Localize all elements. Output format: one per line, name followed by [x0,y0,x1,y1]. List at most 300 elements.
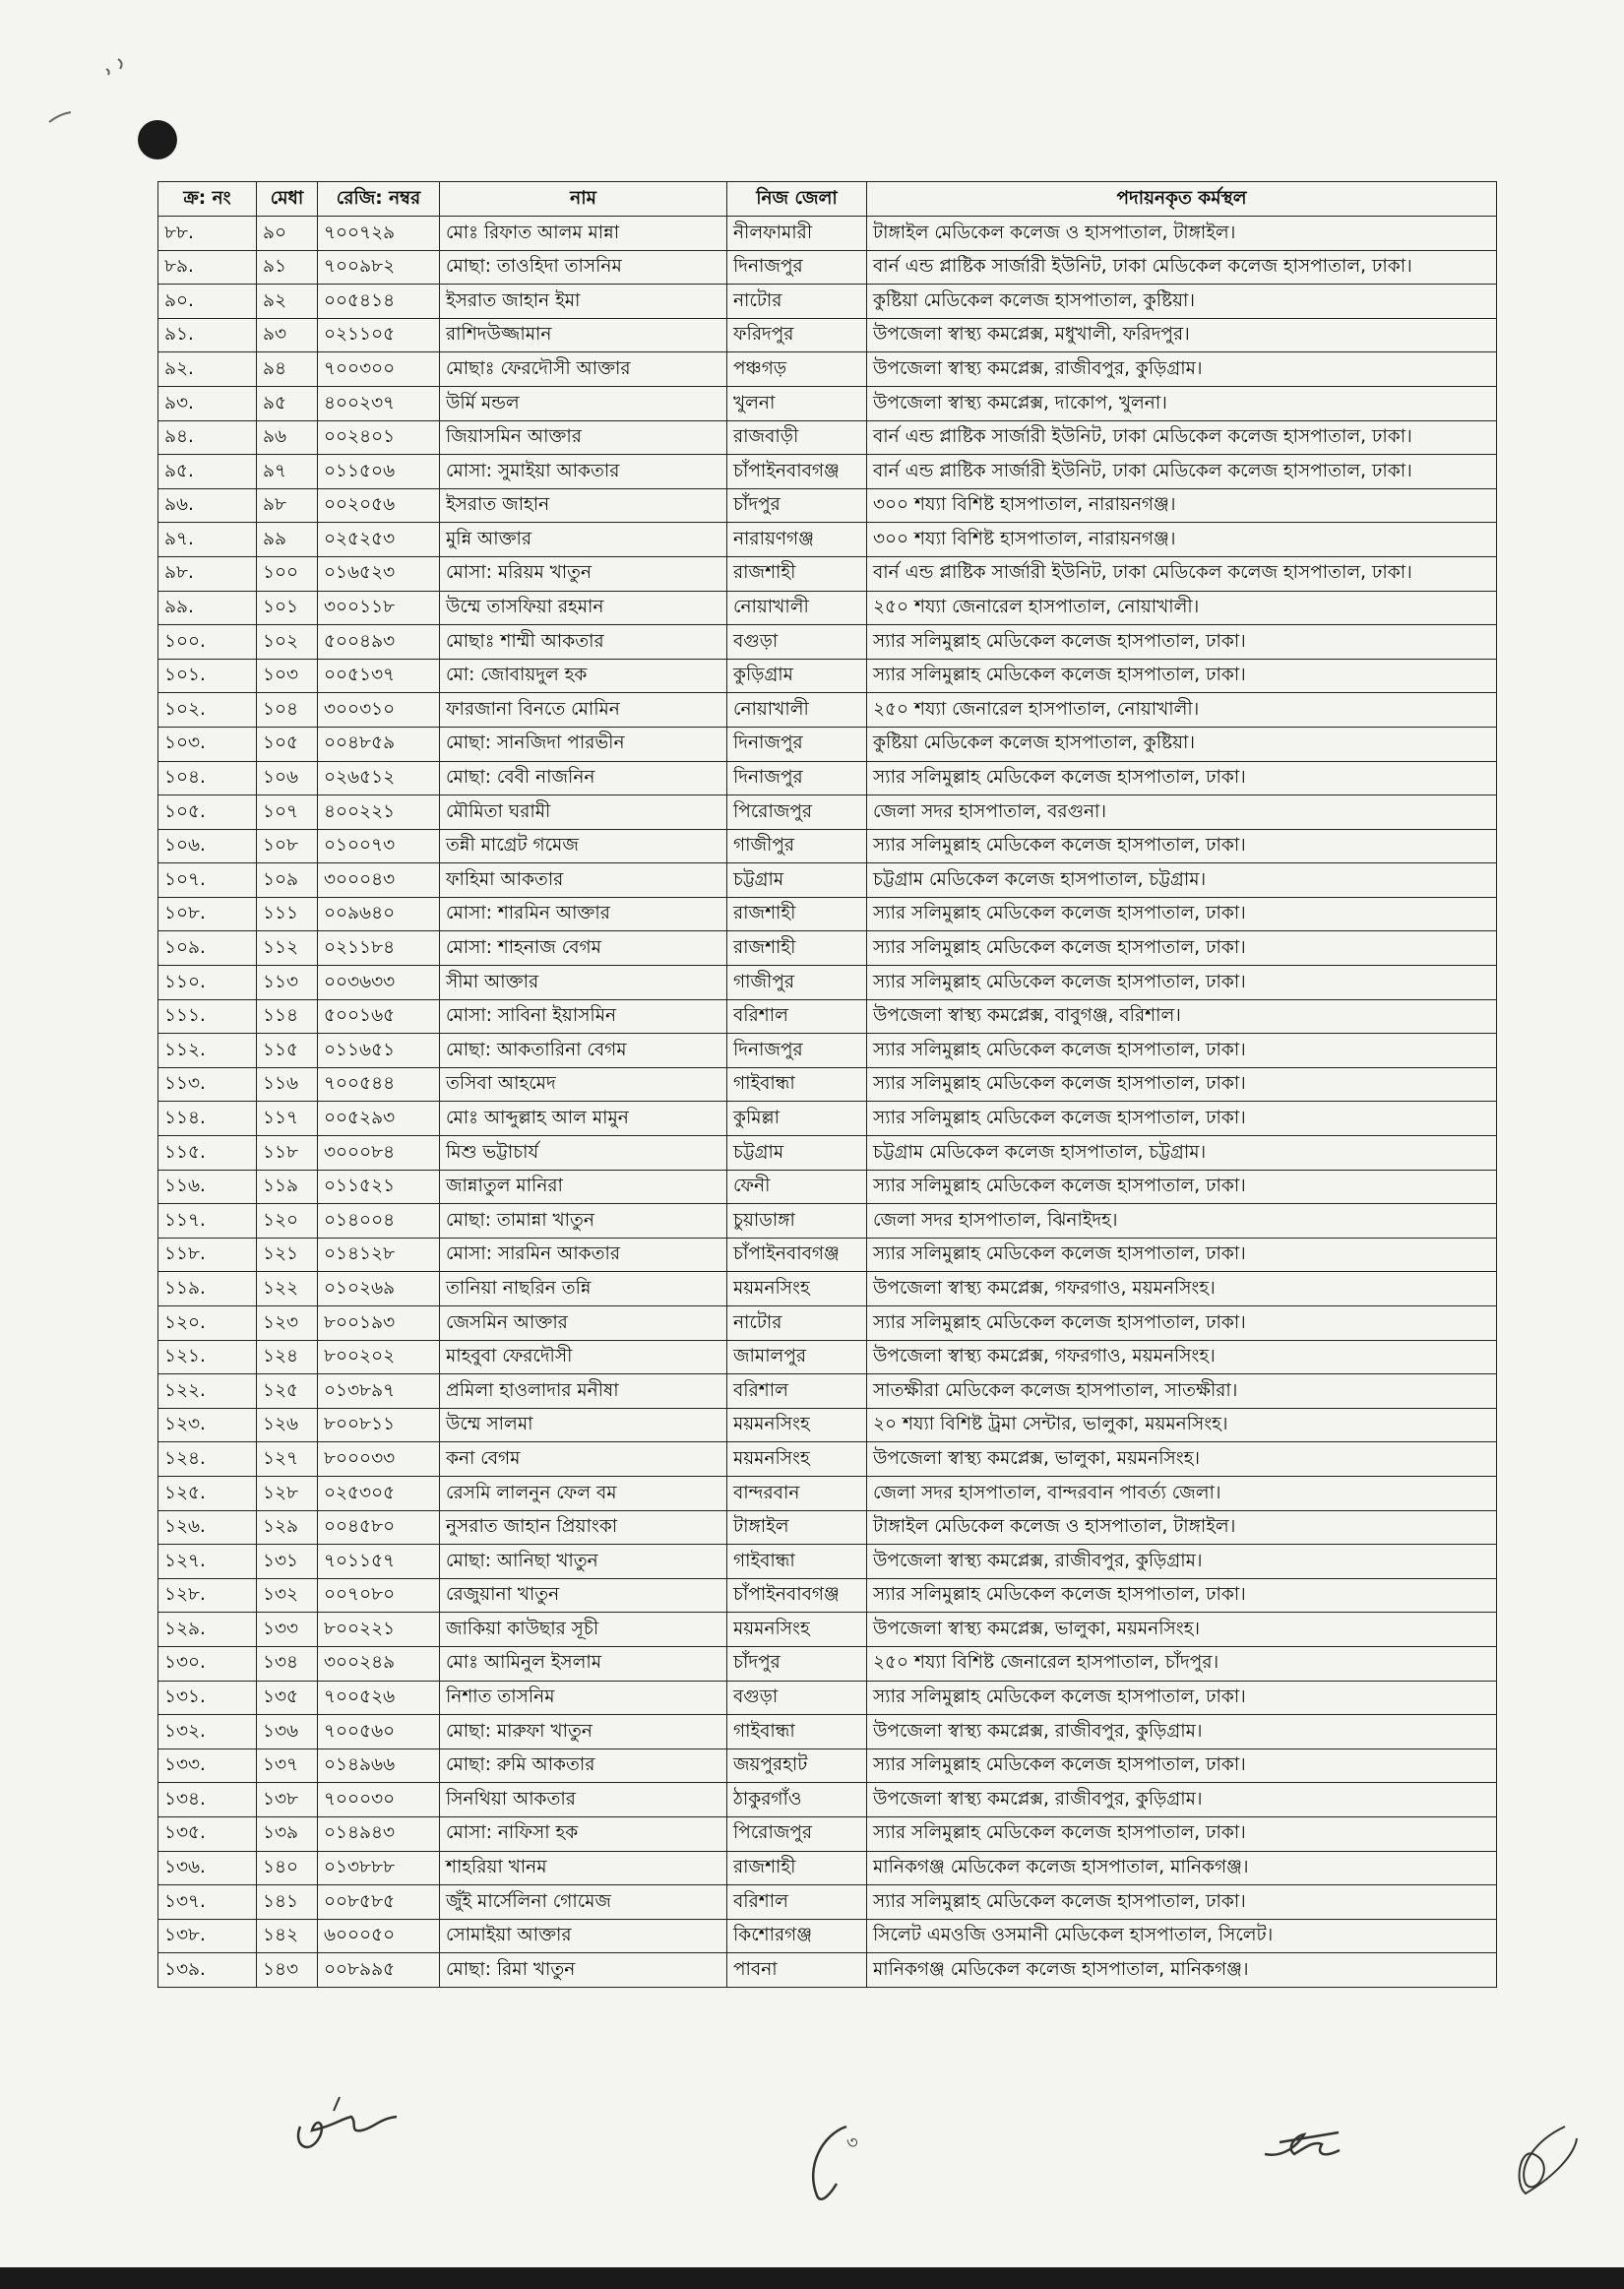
merit-cell: ১২৬ [257,1408,318,1442]
merit-cell: ৯৫ [257,386,318,420]
name-cell: উর্মি মন্ডল [440,386,727,420]
serial-cell: ১০৩. [158,727,257,761]
home-district-cell: রাজশাহী [727,931,867,966]
name-cell: ইসরাত জাহান ইমা [440,285,727,319]
home-district-cell: চুয়াডাঙ্গা [727,1204,867,1239]
table-row [158,1238,1497,1272]
posted-workplace-cell: ২৫০ শয্যা জেনারেল হাসপাতাল, নোয়াখালী। [867,591,1497,625]
name-cell: মোসা: সারমিন আকতার [440,1238,727,1272]
merit-cell: ১০১ [257,591,318,625]
posted-workplace-cell: স্যার সলিমুল্লাহ মেডিকেল কলেজ হাসপাতাল, ঢাকা। [867,1034,1497,1068]
table-row [158,1204,1497,1239]
posted-workplace-cell: উপজেলা স্বাস্থ্য কমপ্লেক্স, ভালুকা, ময়মনসিংহ। [867,1613,1497,1647]
name-cell: মোঃ রিফাত আলম মান্না [440,217,727,251]
reg-number-cell: ৮০০২২১ [318,1613,440,1647]
posted-workplace-cell: স্যার সলিমুল্লাহ মেডিকেল কলেজ হাসপাতাল, ঢাকা। [867,659,1497,693]
name-cell: মোছা: আনিছা খাতুন [440,1545,727,1579]
reg-number-cell: ৭০০৫৪৪ [318,1067,440,1102]
home-district-cell: চাঁদপুর [727,488,867,523]
merit-cell: ১২৭ [257,1442,318,1477]
serial-cell: ৯৩. [158,386,257,420]
table-row [158,1340,1497,1374]
name-cell: মোছাঃ শাম্মী আকতার [440,625,727,660]
reg-number-cell: ০০৯৬৪০ [318,897,440,931]
home-district-cell: পিরোজপুর [727,1816,867,1851]
posted-workplace-cell: স্যার সলিমুল্লাহ মেডিকেল কলেজ হাসপাতাল, ঢাকা। [867,1885,1497,1920]
home-district-cell: বান্দরবান [727,1476,867,1510]
serial-cell: ১২১. [158,1340,257,1374]
page-number: ৩ [846,2132,858,2153]
merit-cell: ১৩৩ [257,1613,318,1647]
posted-workplace-cell: স্যার সলিমুল্লাহ মেডিকেল কলেজ হাসপাতাল, ঢাকা। [867,1102,1497,1136]
posted-workplace-cell: স্যার সলিমুল্লাহ মেডিকেল কলেজ হাসপাতাল, ঢাকা। [867,1749,1497,1783]
table-row [158,1851,1497,1885]
merit-cell: ১২৫ [257,1374,318,1409]
header-reg-number: রেজি: নম্বর [318,182,440,217]
home-district-cell: খুলনা [727,386,867,420]
table-row [158,1545,1497,1579]
reg-number-cell: ০০৫২৯৩ [318,1102,440,1136]
home-district-cell: রাজশাহী [727,897,867,931]
reg-number-cell: ৭০০৫৬০ [318,1715,440,1749]
table-row [158,285,1497,319]
reg-number-cell: ৩০০২৪৯ [318,1646,440,1681]
merit-cell: ১১৩ [257,966,318,1000]
name-cell: সীমা আক্তার [440,966,727,1000]
serial-cell: ১২৬. [158,1510,257,1545]
posted-workplace-cell: উপজেলা স্বাস্থ্য কমপ্লেক্স, ভালুকা, ময়মনসিংহ। [867,1442,1497,1477]
table-header-row [158,182,1497,217]
merit-cell: ১৩৮ [257,1783,318,1817]
home-district-cell: ময়মনসিংহ [727,1442,867,1477]
table-row [158,999,1497,1034]
serial-cell: ১০০. [158,625,257,660]
merit-cell: ১০৩ [257,659,318,693]
posted-workplace-cell: স্যার সলিমুল্লাহ মেডিকেল কলেজ হাসপাতাল, ঢাকা। [867,1578,1497,1613]
posted-workplace-cell: স্যার সলিমুল্লাহ মেডিকেল কলেজ হাসপাতাল, ঢাকা। [867,966,1497,1000]
posted-workplace-cell: টাঙ্গাইল মেডিকেল কলেজ ও হাসপাতাল, টাঙ্গাইল। [867,217,1497,251]
merit-cell: ১১৭ [257,1102,318,1136]
table-row [158,1476,1497,1510]
home-district-cell: গাইবান্ধা [727,1067,867,1102]
merit-cell: ১১৪ [257,999,318,1034]
serial-cell: ১৩৬. [158,1851,257,1885]
table-row [158,217,1497,251]
merit-cell: ১১৫ [257,1034,318,1068]
posted-workplace-cell: বার্ন এন্ড প্লাষ্টিক সার্জারী ইউনিট, ঢাকা মেডিকেল কলেজ হাসপাতাল, ঢাকা। [867,420,1497,455]
reg-number-cell: ০০৮৯৯৫ [318,1953,440,1988]
name-cell: রেসমি লালনুন ফেল বম [440,1476,727,1510]
table-row [158,966,1497,1000]
serial-cell: ১৩১. [158,1681,257,1715]
reg-number-cell: ৩০০৩১০ [318,693,440,728]
home-district-cell: চাঁদপুর [727,1646,867,1681]
header-home-district: নিজ জেলা [727,182,867,217]
posted-workplace-cell: স্যার সলিমুল্লাহ মেডিকেল কলেজ হাসপাতাল, ঢাকা। [867,931,1497,966]
merit-cell: ১০৯ [257,863,318,898]
posted-workplace-cell: ২০ শয্যা বিশিষ্ট ট্রমা সেন্টার, ভালুকা, ময়মনসিংহ। [867,1408,1497,1442]
home-district-cell: চাঁপাইনবাবগঞ্জ [727,1578,867,1613]
name-cell: জেসমিন আক্তার [440,1306,727,1341]
home-district-cell: ময়মনসিংহ [727,1613,867,1647]
serial-cell: ১২৯. [158,1613,257,1647]
merit-cell: ১২৩ [257,1306,318,1341]
home-district-cell: বগুড়া [727,1681,867,1715]
merit-cell: ১১২ [257,931,318,966]
reg-number-cell: ০০৫৪১৪ [318,285,440,319]
table-row [158,1374,1497,1409]
serial-cell: ১১৮. [158,1238,257,1272]
posted-workplace-cell: স্যার সলিমুল্লাহ মেডিকেল কলেজ হাসপাতাল, ঢাকা। [867,897,1497,931]
footer-signatures [0,2067,1624,2245]
table-row [158,1681,1497,1715]
table-row [158,659,1497,693]
posted-workplace-cell: মানিকগঞ্জ মেডিকেল কলেজ হাসপাতাল, মানিকগঞ্জ। [867,1851,1497,1885]
posted-workplace-cell: চট্টগ্রাম মেডিকেল কলেজ হাসপাতাল, চট্টগ্রাম। [867,863,1497,898]
reg-number-cell: ০০৩৬৩৩ [318,966,440,1000]
name-cell: জান্নাতুল মানিরা [440,1170,727,1204]
reg-number-cell: ০০৫১৩৭ [318,659,440,693]
reg-number-cell: ০১৪৯৬৬ [318,1749,440,1783]
reg-number-cell: ৭০০৯৮২ [318,250,440,285]
serial-cell: ১৩৪. [158,1783,257,1817]
name-cell: প্রমিলা হাওলাদার মনীষা [440,1374,727,1409]
table-row [158,386,1497,420]
table-body [158,217,1497,1988]
merit-cell: ৯১ [257,250,318,285]
merit-cell: ৯৭ [257,455,318,489]
home-district-cell: পাবনা [727,1953,867,1988]
posted-workplace-cell: চট্টগ্রাম মেডিকেল কলেজ হাসপাতাল, চট্টগ্রাম। [867,1136,1497,1171]
posted-workplace-cell: উপজেলা স্বাস্থ্য কমপ্লেক্স, গফরগাও, ময়মনসিংহ। [867,1272,1497,1306]
posted-workplace-cell: স্যার সলিমুল্লাহ মেডিকেল কলেজ হাসপাতাল, ঢাকা। [867,829,1497,863]
merit-cell: ১২৪ [257,1340,318,1374]
merit-cell: ১৩৬ [257,1715,318,1749]
reg-number-cell: ০২৬৫১২ [318,761,440,795]
serial-cell: ৯০. [158,285,257,319]
table-row [158,1783,1497,1817]
name-cell: রেজুয়ানা খাতুন [440,1578,727,1613]
merit-cell: ১২৯ [257,1510,318,1545]
home-district-cell: রাজশাহী [727,1851,867,1885]
serial-cell: ৯৬. [158,488,257,523]
table-row [158,420,1497,455]
merit-cell: ১৩৯ [257,1816,318,1851]
posted-workplace-cell: জেলা সদর হাসপাতাল, বান্দরবান পাবর্ত্য জেলা। [867,1476,1497,1510]
reg-number-cell: ৪০০২৩৭ [318,386,440,420]
serial-cell: ৯১. [158,318,257,352]
merit-cell: ১১৮ [257,1136,318,1171]
home-district-cell: টাঙ্গাইল [727,1510,867,1545]
reg-number-cell: ০০৪৮৫৯ [318,727,440,761]
reg-number-cell: ৩০০১১৮ [318,591,440,625]
home-district-cell: ঠাকুরগাঁও [727,1783,867,1817]
table-row [158,761,1497,795]
merit-cell: ১৩৪ [257,1646,318,1681]
posted-workplace-cell: মানিকগঞ্জ মেডিকেল কলেজ হাসপাতাল, মানিকগঞ্জ। [867,1953,1497,1988]
reg-number-cell: ৫০০৪৯৩ [318,625,440,660]
punch-hole-mark [138,120,177,159]
signature-mark-far-right [1520,2127,1577,2194]
serial-cell: ১২৩. [158,1408,257,1442]
posted-workplace-cell: স্যার সলিমুল্লাহ মেডিকেল কলেজ হাসপাতাল, ঢাকা। [867,1238,1497,1272]
reg-number-cell: ৮০০২০২ [318,1340,440,1374]
reg-number-cell: ০২৫২৫৩ [318,523,440,557]
merit-cell: ১০৮ [257,829,318,863]
merit-cell: ১১৯ [257,1170,318,1204]
name-cell: মিশু ভট্টাচার্য [440,1136,727,1171]
home-district-cell: পঞ্চগড় [727,352,867,387]
name-cell: জুঁই মার্সেলিনা গোমেজ [440,1885,727,1920]
reg-number-cell: ৫০০১৬৫ [318,999,440,1034]
home-district-cell: বগুড়া [727,625,867,660]
name-cell: নুসরাত জাহান প্রিয়াংকা [440,1510,727,1545]
home-district-cell: কুমিল্লা [727,1102,867,1136]
posted-workplace-cell: কুষ্টিয়া মেডিকেল কলেজ হাসপাতাল, কুষ্টিয়া। [867,285,1497,319]
merit-cell: ৯৪ [257,352,318,387]
serial-cell: ১০৬. [158,829,257,863]
posted-workplace-cell: স্যার সলিমুল্লাহ মেডিকেল কলেজ হাসপাতাল, ঢাকা। [867,1170,1497,1204]
table-row [158,693,1497,728]
merit-cell: ১৪২ [257,1919,318,1953]
name-cell: সোমাইয়া আক্তার [440,1919,727,1953]
home-district-cell: চট্টগ্রাম [727,863,867,898]
table-row [158,1953,1497,1988]
table-row [158,931,1497,966]
posted-workplace-cell: স্যার সলিমুল্লাহ মেডিকেল কলেজ হাসপাতাল, ঢাকা। [867,1306,1497,1341]
name-cell: মোছা: তাওহিদা তাসনিম [440,250,727,285]
posted-workplace-cell: উপজেলা স্বাস্থ্য কমপ্লেক্স, গফরগাও, ময়মনসিংহ। [867,1340,1497,1374]
serial-cell: ৮৮. [158,217,257,251]
reg-number-cell: ০০৪৫৮০ [318,1510,440,1545]
home-district-cell: দিনাজপুর [727,1034,867,1068]
reg-number-cell: ০১৩৮৮৮ [318,1851,440,1885]
name-cell: মোসা: নাফিসা হক [440,1816,727,1851]
name-cell: মোঃ আমিনুল ইসলাম [440,1646,727,1681]
name-cell: মোছা: মারুফা খাতুন [440,1715,727,1749]
name-cell: জিয়াসমিন আক্তার [440,420,727,455]
name-cell: মোছা: সানজিদা পারভীন [440,727,727,761]
serial-cell: ৯৫. [158,455,257,489]
posted-workplace-cell: স্যার সলিমুল্লাহ মেডিকেল কলেজ হাসপাতাল, ঢাকা। [867,761,1497,795]
home-district-cell: নাটোর [727,1306,867,1341]
reg-number-cell: ৩০০০৮৪ [318,1136,440,1171]
reg-number-cell: ০২৫৩০৫ [318,1476,440,1510]
posted-workplace-cell: স্যার সলিমুল্লাহ মেডিকেল কলেজ হাসপাতাল, ঢাকা। [867,1067,1497,1102]
serial-cell: ৯৪. [158,420,257,455]
serial-cell: ১৩৯. [158,1953,257,1988]
merit-cell: ৯৯ [257,523,318,557]
posted-workplace-cell: উপজেলা স্বাস্থ্য কমপ্লেক্স, রাজীবপুর, কুড়িগ্রাম। [867,1783,1497,1817]
posted-workplace-cell: ২৫০ শয্যা জেনারেল হাসপাতাল, নোয়াখালী। [867,693,1497,728]
name-cell: মোসা: সুমাইয়া আকতার [440,455,727,489]
serial-cell: ১১৫. [158,1136,257,1171]
merit-cell: ১৩২ [257,1578,318,1613]
posted-workplace-cell: উপজেলা স্বাস্থ্য কমপ্লেক্স, বাবুগঞ্জ, বরিশাল। [867,999,1497,1034]
posted-workplace-cell: উপজেলা স্বাস্থ্য কমপ্লেক্স, রাজীবপুর, কুড়িগ্রাম। [867,352,1497,387]
posted-workplace-cell: ২৫০ শয্যা বিশিষ্ট জেনারেল হাসপাতাল, চাঁদপুর। [867,1646,1497,1681]
merit-cell: ১৪১ [257,1885,318,1920]
name-cell: মোসা: শাহনাজ বেগম [440,931,727,966]
posted-workplace-cell: কুষ্টিয়া মেডিকেল কলেজ হাসপাতাল, কুষ্টিয়া। [867,727,1497,761]
name-cell: ফাহিমা আকতার [440,863,727,898]
name-cell: মোছা: আকতারিনা বেগম [440,1034,727,1068]
reg-number-cell: ০১৩৮৯৭ [318,1374,440,1409]
name-cell: মোসা: সাবিনা ইয়াসমিন [440,999,727,1034]
serial-cell: ৮৯. [158,250,257,285]
table-row [158,250,1497,285]
posted-workplace-cell: জেলা সদর হাসপাতাল, বরগুনা। [867,795,1497,830]
home-district-cell: বরিশাল [727,1885,867,1920]
reg-number-cell: ০১০২৬৯ [318,1272,440,1306]
posted-workplace-cell: সিলেট এমওজি ওসমানী মেডিকেল হাসপাতাল, সিলেট। [867,1919,1497,1953]
home-district-cell: ফেনী [727,1170,867,1204]
reg-number-cell: ৩০০০৪৩ [318,863,440,898]
table-row [158,625,1497,660]
serial-cell: ৯৭. [158,523,257,557]
table-row [158,795,1497,830]
reg-number-cell: ০১১৫২১ [318,1170,440,1204]
name-cell: মোছা: রিমা খাতুন [440,1953,727,1988]
serial-cell: ১০৭. [158,863,257,898]
home-district-cell: বরিশাল [727,1374,867,1409]
home-district-cell: চাঁপাইনবাবগঞ্জ [727,1238,867,1272]
serial-cell: ৯২. [158,352,257,387]
serial-cell: ১১২. [158,1034,257,1068]
name-cell: কনা বেগম [440,1442,727,1477]
home-district-cell: দিনাজপুর [727,250,867,285]
name-cell: মুন্নি আক্তার [440,523,727,557]
table-row [158,1442,1497,1477]
merit-cell: ১০৭ [257,795,318,830]
home-district-cell: জামালপুর [727,1340,867,1374]
serial-cell: ১৩০. [158,1646,257,1681]
home-district-cell: নোয়াখালী [727,591,867,625]
table-row [158,1646,1497,1681]
reg-number-cell: ০০২০৫৬ [318,488,440,523]
reg-number-cell: ০২১১৮৪ [318,931,440,966]
serial-cell: ১৩৫. [158,1816,257,1851]
table-row [158,1816,1497,1851]
table-row [158,523,1497,557]
posted-workplace-cell: ৩০০ শয্যা বিশিষ্ট হাসপাতাল, নারায়নগঞ্জ। [867,523,1497,557]
reg-number-cell: ৮০০১৯৩ [318,1306,440,1341]
header-name: নাম [440,182,727,217]
merit-cell: ১০৬ [257,761,318,795]
table-row [158,352,1497,387]
name-cell: তানিয়া নাছরিন তন্নি [440,1272,727,1306]
table-row [158,863,1497,898]
posted-workplace-cell: স্যার সলিমুল্লাহ মেডিকেল কলেজ হাসপাতাল, ঢাকা। [867,1681,1497,1715]
name-cell: মোছা: তামান্না খাতুন [440,1204,727,1239]
table-row [158,1034,1497,1068]
home-district-cell: ময়মনসিংহ [727,1408,867,1442]
merit-cell: ১৩১ [257,1545,318,1579]
name-cell: মোসা: শারমিন আক্তার [440,897,727,931]
posted-workplace-cell: সাতক্ষীরা মেডিকেল কলেজ হাসপাতাল, সাতক্ষীরা। [867,1374,1497,1409]
merit-cell: ১০৪ [257,693,318,728]
serial-cell: ১২৮. [158,1578,257,1613]
table-row [158,1919,1497,1953]
posted-workplace-cell: বার্ন এন্ড প্লাষ্টিক সার্জারী ইউনিট, ঢাকা মেডিকেল কলেজ হাসপাতাল, ঢাকা। [867,250,1497,285]
table-row [158,1102,1497,1136]
page-number-mark [813,2127,858,2199]
home-district-cell: বরিশাল [727,999,867,1034]
posted-workplace-cell: উপজেলা স্বাস্থ্য কমপ্লেক্স, দাকোপ, খুলনা। [867,386,1497,420]
reg-number-cell: ০১১৬৫১ [318,1034,440,1068]
table-row [158,897,1497,931]
home-district-cell: গাইবান্ধা [727,1545,867,1579]
home-district-cell: গাজীপুর [727,829,867,863]
serial-cell: ৯৯. [158,591,257,625]
name-cell: ফারজানা বিনতে মোমিন [440,693,727,728]
posted-workplace-cell: উপজেলা স্বাস্থ্য কমপ্লেক্স, মধুখালী, ফরিদপুর। [867,318,1497,352]
serial-cell: ১৩২. [158,1715,257,1749]
reg-number-cell: ৭০১১৫৭ [318,1545,440,1579]
serial-cell: ১৩৮. [158,1919,257,1953]
name-cell: ইসরাত জাহান [440,488,727,523]
table-row [158,1272,1497,1306]
posted-workplace-cell: বার্ন এন্ড প্লাষ্টিক সার্জারী ইউনিট, ঢাকা মেডিকেল কলেজ হাসপাতাল, ঢাকা। [867,556,1497,591]
reg-number-cell: ০২১১০৫ [318,318,440,352]
posted-workplace-cell: উপজেলা স্বাস্থ্য কমপ্লেক্স, রাজীবপুর, কুড়িগ্রাম। [867,1715,1497,1749]
serial-cell: ১৩৭. [158,1885,257,1920]
merit-cell: ১০৫ [257,727,318,761]
name-cell: মোসা: মরিয়ম খাতুন [440,556,727,591]
table-row [158,455,1497,489]
merit-cell: ১১১ [257,897,318,931]
reg-number-cell: ০১১৫০৬ [318,455,440,489]
home-district-cell: কুড়িগ্রাম [727,659,867,693]
serial-cell: ১৩৩. [158,1749,257,1783]
reg-number-cell: ০০২৪০১ [318,420,440,455]
serial-cell: ১১৪. [158,1102,257,1136]
reg-number-cell: ০১৬৫২৩ [318,556,440,591]
signature-left [298,2097,397,2147]
serial-cell: ১১৯. [158,1272,257,1306]
name-cell: নিশাত তাসনিম [440,1681,727,1715]
merit-cell: ১০২ [257,625,318,660]
home-district-cell: নীলফামারী [727,217,867,251]
posted-workplace-cell: ৩০০ শয্যা বিশিষ্ট হাসপাতাল, নারায়নগঞ্জ। [867,488,1497,523]
name-cell: সিনথিয়া আকতার [440,1783,727,1817]
name-cell: মৌমিতা ঘরামী [440,795,727,830]
home-district-cell: রাজশাহী [727,556,867,591]
reg-number-cell: ৭০০০৩০ [318,1783,440,1817]
reg-number-cell: ০১০০৭৩ [318,829,440,863]
table-row [158,556,1497,591]
serial-cell: ১২৭. [158,1545,257,1579]
home-district-cell: দিনাজপুর [727,761,867,795]
serial-cell: ১২৪. [158,1442,257,1477]
table-row [158,1510,1497,1545]
home-district-cell: ফরিদপুর [727,318,867,352]
table-row [158,1067,1497,1102]
home-district-cell: গাইবান্ধা [727,1715,867,1749]
name-cell: মোঃ আব্দুল্লাহ আল মামুন [440,1102,727,1136]
reg-number-cell: ০১৪৯৪৩ [318,1816,440,1851]
table-row [158,1715,1497,1749]
merit-cell: ৯৬ [257,420,318,455]
home-district-cell: ময়মনসিংহ [727,1272,867,1306]
home-district-cell: চাঁপাইনবাবগঞ্জ [727,455,867,489]
header-posted-workplace: পদায়নকৃত কর্মস্থল [867,182,1497,217]
home-district-cell: নাটোর [727,285,867,319]
home-district-cell: চট্টগ্রাম [727,1136,867,1171]
merit-cell: ১২১ [257,1238,318,1272]
table-row [158,1136,1497,1171]
table-row [158,318,1497,352]
